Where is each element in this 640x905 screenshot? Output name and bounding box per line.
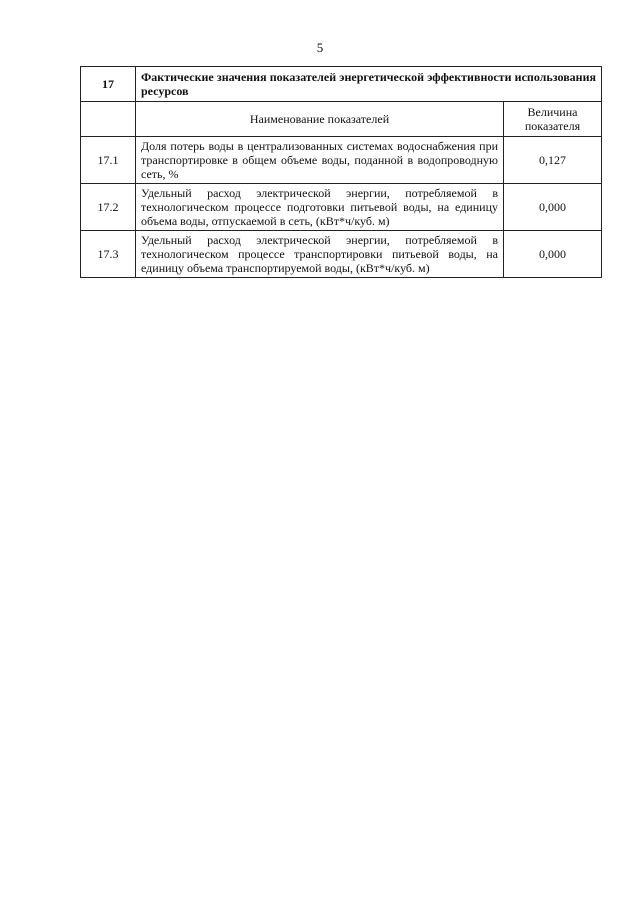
row-name: Удельный расход электрической энергии, потребляемой в технологическом процессе транспортировки питьевой воды, на единицу объема транспортируемой воды, (кВт*ч/куб. м) bbox=[136, 231, 504, 278]
row-value: 0,000 bbox=[504, 184, 602, 231]
row-name: Доля потерь воды в централизованных системах водоснабжения при транспортировке в общем объеме воды, поданной в водопроводную сеть, % bbox=[136, 137, 504, 184]
table-row bbox=[81, 231, 602, 278]
row-number: 17.2 bbox=[81, 184, 136, 231]
section-title: Фактические значения показателей энергетической эффективности использования ресурсов bbox=[136, 67, 602, 102]
indicators-table bbox=[80, 66, 602, 278]
row-number: 17.3 bbox=[81, 231, 136, 278]
table-row bbox=[81, 137, 602, 184]
row-value: 0,127 bbox=[504, 137, 602, 184]
row-name: Удельный расход электрической энергии, потребляемой в технологическом процессе подготовки питьевой воды, на единицу объема воды, отпускаемой в сеть, (кВт*ч/куб. м) bbox=[136, 184, 504, 231]
header-empty-cell bbox=[81, 102, 136, 137]
table-row bbox=[81, 184, 602, 231]
header-value: Величина показателя bbox=[504, 102, 602, 137]
header-name: Наименование показателей bbox=[136, 102, 504, 137]
section-number: 17 bbox=[81, 67, 136, 102]
section-header-row bbox=[81, 67, 602, 102]
page-number: 5 bbox=[316, 40, 324, 55]
column-header-row bbox=[81, 102, 602, 137]
row-value: 0,000 bbox=[504, 231, 602, 278]
row-number: 17.1 bbox=[81, 137, 136, 184]
